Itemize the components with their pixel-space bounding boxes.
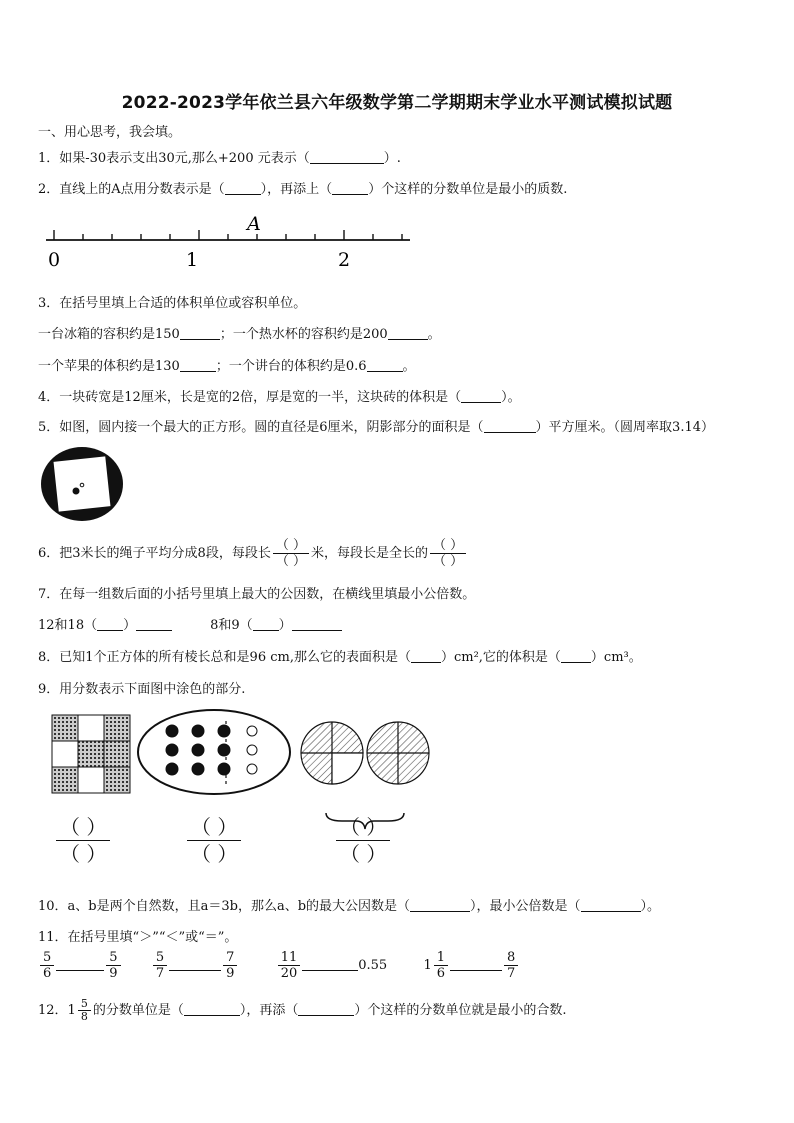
question-3-row-2: 一个苹果的体积约是130 ；一个讲台的体积约是0.6 。 <box>38 359 416 374</box>
checkerboard-figure <box>52 715 130 793</box>
answer-blank[interactable] <box>180 357 216 372</box>
grid-cell <box>52 767 78 793</box>
number-line <box>38 208 418 270</box>
hollow-dot <box>247 726 257 736</box>
grid-cell <box>78 767 104 793</box>
fraction-answer-3[interactable]: （ ） （ ） <box>336 814 390 867</box>
question-9: 9．用分数表示下面图中涂色的部分. <box>38 682 246 697</box>
answer-blank[interactable] <box>484 418 536 433</box>
question-4: 4．一块砖宽是12厘米，长是宽的2倍，厚是宽的一半，这块砖的体积是（ ）。 <box>38 390 521 405</box>
filled-dot <box>166 725 178 737</box>
answer-blank[interactable] <box>184 1001 240 1016</box>
filled-dot <box>218 725 230 737</box>
point-a-label: A <box>247 213 261 235</box>
question-7: 7．在每一组数后面的小括号里填上最大的公因数，在横线里填最小公倍数。 <box>38 587 476 602</box>
grid-cell <box>52 715 78 741</box>
answer-blank[interactable] <box>180 325 220 340</box>
filled-dot <box>192 725 204 737</box>
compare-item-1: $\frac{5}{6}$ $\frac{5}{9}$ <box>38 958 127 973</box>
answer-blank[interactable] <box>561 648 591 663</box>
question-11: 11．在括号里填“＞”“＜”或“＝”。 <box>38 930 238 945</box>
fraction-blank[interactable]: $\frac{( )}{( )}$ <box>430 538 466 569</box>
fraction-answer-1[interactable]: （ ） （ ） <box>56 814 110 867</box>
answer-blank[interactable] <box>253 616 279 631</box>
page-title: 2022-2023学年依兰县六年级数学第二学期期末学业水平测试模拟试题 <box>121 93 673 113</box>
answer-blank[interactable] <box>581 897 641 912</box>
filled-dot <box>166 744 178 756</box>
dot-ellipse-figure <box>138 710 290 794</box>
filled-dot <box>166 763 178 775</box>
grid-cell <box>52 741 78 767</box>
question-6: 6．把3米长的绳子平均分成8段，每段长 $\frac{( )}{( )}$ 米，每段长是全长的 $\frac{( )}{( )}$ <box>38 538 468 569</box>
filled-dot <box>192 763 204 775</box>
tick-label-1: 1 <box>185 249 199 270</box>
answer-blank[interactable] <box>310 149 384 164</box>
answer-blank[interactable] <box>367 357 403 372</box>
grid-cell <box>78 741 104 767</box>
answer-blank[interactable] <box>332 180 368 195</box>
hollow-dot <box>247 764 257 774</box>
filled-dot <box>218 744 230 756</box>
question-2: 2．直线上的A点用分数表示是（ ），再添上（ ）个这样的分数单位是最小的质数. <box>38 182 568 197</box>
question-3: 3．在括号里填上合适的体积单位或容积单位。 <box>38 296 307 311</box>
section-heading: 一、用心思考，我会填。 <box>38 125 182 140</box>
answer-blank[interactable] <box>169 956 221 971</box>
answer-blank[interactable] <box>461 388 501 403</box>
tick-label-2: 2 <box>337 249 351 270</box>
grid-cell <box>104 741 130 767</box>
filled-dot <box>192 744 204 756</box>
question-5: 5．如图，圆内接一个最大的正方形。圆的直径是6厘米，阴影部分的面积是（ ）平方厘米。（圆周率取3.14） <box>38 420 714 435</box>
answer-blank[interactable] <box>411 648 441 663</box>
question-10: 10．a、b是两个自然数，且a＝3b，那么a、b的最大公因数是（ ），最小公倍数是（ ）。 <box>38 899 661 914</box>
answer-blank[interactable] <box>136 616 172 631</box>
answer-blank[interactable] <box>410 897 470 912</box>
question-12: 12．1 $\frac{5}{8}$ 的分数单位是（ ），再添（ ）个这样的分数单位就是最小的合数. <box>38 997 567 1023</box>
filled-dot <box>218 763 230 775</box>
right-circle-figure <box>367 722 429 784</box>
grid-cell <box>104 767 130 793</box>
answer-blank[interactable] <box>450 956 502 971</box>
question-3-row-1: 一台冰箱的容积约是150 ；一个热水杯的容积约是200 。 <box>38 327 441 342</box>
grid-cell <box>78 715 104 741</box>
answer-blank[interactable] <box>292 616 342 631</box>
question-1: 1．如果-30表示支出30元,那么+200 元表示（ ）. <box>38 151 401 166</box>
answer-blank[interactable] <box>56 956 104 971</box>
answer-blank[interactable] <box>302 956 358 971</box>
circle-square-figure <box>38 445 128 523</box>
compare-item-3: $\frac{11}{20}$ 0.55 <box>276 958 392 973</box>
answer-blank[interactable] <box>298 1001 354 1016</box>
hollow-dot <box>247 745 257 755</box>
tick-label-0: 0 <box>47 249 61 270</box>
answer-blank[interactable] <box>225 180 261 195</box>
inscribed-square <box>54 456 111 511</box>
compare-item-2: $\frac{5}{7}$ $\frac{7}{9}$ <box>151 958 244 973</box>
left-circle-figure <box>301 722 363 784</box>
grid-cell <box>104 715 130 741</box>
fraction-answer-2[interactable]: （ ） （ ） <box>187 814 241 867</box>
answer-blank[interactable] <box>97 616 123 631</box>
answer-blank[interactable] <box>388 325 428 340</box>
fraction-blank[interactable]: $\frac{( )}{( )}$ <box>273 538 309 569</box>
center-dot <box>73 488 80 495</box>
question-8: 8．已知1个正方体的所有棱长总和是96 cm,那么它的表面积是（ ）cm²,它的体积是（ ）cm³。 <box>38 650 642 665</box>
compare-item-4: 1 $\frac{1}{6}$ $\frac{8}{7}$ <box>423 958 520 973</box>
question-7-answers: 12和18（ ） 8和9（ ） <box>38 614 342 633</box>
compare-row <box>38 950 520 981</box>
